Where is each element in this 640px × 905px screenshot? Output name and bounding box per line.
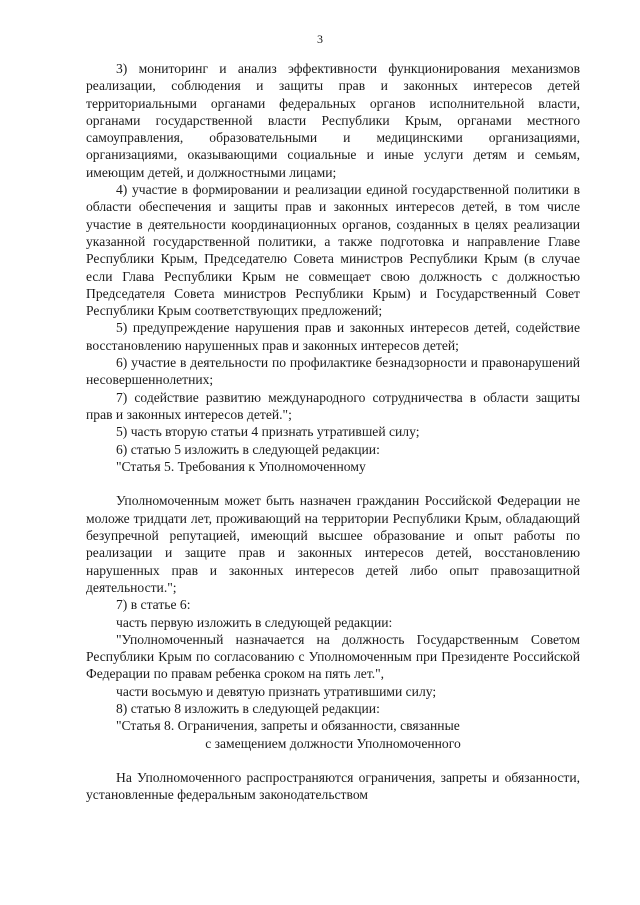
amendment-7-part-1: часть первую изложить в следующей редакции: [116,614,393,630]
article-8-heading-line-2: с замещением должности Уполномоченного [205,735,461,751]
paragraph-item-4: 4) участие в формировании и реализации единой государственной политики в области обеспечения и защиты прав и законных интересов детей, в том числе участие в деятельности координационных органов, созданных в целях реализации указанной государственной политики, а также подготовка и направление Главе Республики Крым, Председателю Совета министров Республики Крым (в случае если Глава Республики Крым не совмещает свою должность с должностью Председателя Совета министров Республики Крым) и Государственный Совет Республики Крым соответствующих предложений; [86,182,580,319]
paragraph-item-3: 3) мониторинг и анализ эффективности функционирования механизмов реализации, соблюдения и защиты прав и законных интересов детей территориальными органами федеральных органов исполнительной власти, органами государственной власти Республики Крым, органами местного самоуправления, образовательными и медицинскими организациями, организациями, оказывающими социальные и иные услуги детям и семьям, имеющим детей, и должностными лицами; [86,61,580,180]
paragraph-item-6: 6) участие в деятельности по профилактике безнадзорности и правонарушений несовершеннолетних; [86,355,580,388]
article-5-text: Уполномоченным может быть назначен гражданин Российской Федерации не моложе тридцати лет, проживающий на территории Республики Крым, обладающий безупречной репутацией, имеющий высшее образование и опыт работы по реализации и защите прав и законных интересов детей, восстановлению нарушенных прав и законных интересов детей либо опыт правозащитной деятельности."; [86,493,580,595]
article-6-part-1-text: "Уполномоченный назначается на должность Государственным Советом Республики Крым по согласованию с Уполномоченным при Президенте Российской Федерации по правам ребенка сроком на пять лет.", [86,631,580,682]
amendment-6: 6) статью 5 изложить в следующей редакции: [116,441,380,457]
amendment-5: 5) часть вторую статьи 4 признать утратившей силу; [116,424,420,440]
amendment-8: 8) статью 8 изложить в следующей редакции: [116,700,380,716]
page-number: 3 [317,32,323,46]
paragraph-item-5: 5) предупреждение нарушения прав и законных интересов детей, содействие восстановлению нарушенных прав и законных интересов детей; [86,320,580,353]
article-8-heading-line-1: "Статья 8. Ограничения, запреты и обязанности, связанные [116,718,460,734]
article-5-heading: "Статья 5. Требования к Уполномоченному [116,458,366,474]
amendment-7: 7) в статье 6: [116,597,191,613]
article-8-text: На Уполномоченного распространяются ограничения, запреты и обязанности, установленные федеральным законодательством [86,770,580,803]
amendment-7-parts-8-9: части восьмую и девятую признать утратившими силу; [116,683,437,699]
document-body [86,60,580,804]
paragraph-item-7: 7) содействие развитию международного сотрудничества в области защиты прав и законных интересов детей."; [86,389,580,422]
